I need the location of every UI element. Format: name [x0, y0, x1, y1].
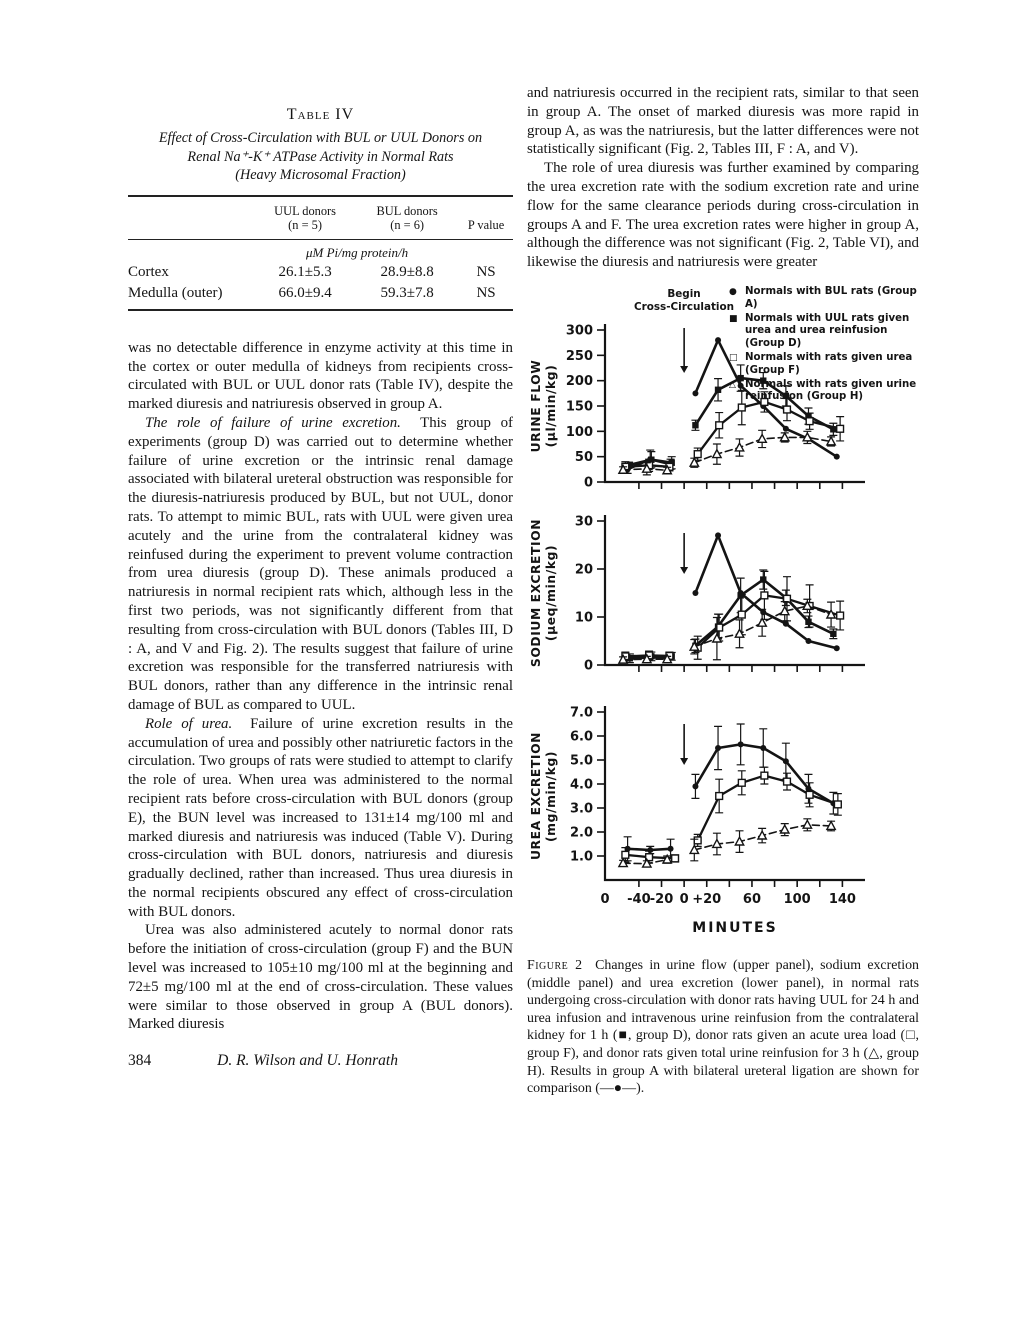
- group-h-data-point: [735, 629, 743, 637]
- group-h-data-point: [758, 435, 766, 443]
- group-d-data-point: [830, 631, 836, 637]
- y-tick-label: 200: [565, 374, 593, 390]
- y-tick-label: 150: [565, 399, 593, 415]
- open-triangle-icon: △: [729, 379, 736, 390]
- filled-circle-icon: ●: [729, 286, 737, 297]
- group-f-data-point: [784, 406, 791, 413]
- group-a-data-point: [738, 741, 744, 747]
- group-f-data-point: [622, 851, 629, 858]
- group-d-data-point: [760, 576, 766, 582]
- group-a-data-point: [715, 532, 721, 538]
- y-axis-label: URINE FLOW (μl/min/kg): [529, 359, 558, 453]
- arrowhead: [680, 758, 688, 765]
- section-lead: The role of failure of urine excretion.: [145, 414, 401, 431]
- x-tick-label: 100: [783, 891, 811, 907]
- group-f-data-point: [806, 791, 813, 798]
- y-tick-label: 1.0: [569, 849, 593, 865]
- y-tick-label: 5.0: [569, 753, 593, 769]
- table-title: Table IV: [286, 106, 355, 123]
- group-a-data-point: [783, 621, 789, 627]
- group-a-data-point: [692, 390, 698, 396]
- table-header-row: [128, 196, 513, 240]
- figure-legend: [729, 286, 919, 405]
- x-tick-label: 0: [679, 891, 689, 907]
- group-a-data-point: [805, 638, 811, 644]
- group-f-data-point: [716, 422, 723, 429]
- paragraph: The role of failure of urine excretion. This group of experiments (group D) was carried out to determine whether failure of urine excretion or the intrinsic renal damage associated with bilateral ureteral obstruction was responsible for the diuresis-natriuresis produced by BUL, but not UUL, donor rats. To attempt to mimic BUL, rats with UUL were given urea acutely and the urine from the contralateral kidney was reinfused during the experiment to prevent volume contraction from urea diuresis (group D). These animals produced a natriuresis in normal recipient rats which, although less in the first two periods, was not significantly different from that resulting from cross-circulation with BUL donors (Tables III, D : A, and V and Fig. 2). The results suggest that failure of urine excretion was responsible for the transferred natriuresis with BUL donors, rather than any difference in the intrinsic renal damage of BUL as compared to UUL.: [128, 414, 513, 713]
- group-a-data-point: [692, 783, 698, 789]
- x-tick-label: 0: [600, 891, 610, 907]
- paragraph: Urea was also administered acutely to normal donor rats before the initiation of cross-circulation (group F) and the BUN level was increased to 105±10 mg/100 ml at the beginning and 72±5 mg/100 ml at the end of cross-circulation. These values were similar to those observed in group A (BUL donors). Marked diuresis: [128, 922, 513, 1033]
- page-number: 384: [128, 1052, 152, 1070]
- urea-excretion-chart: [527, 698, 919, 938]
- arrowhead: [680, 567, 688, 574]
- figure-2: [527, 286, 919, 1098]
- y-axis-label: UREA EXCRETION (mg/min/kg): [529, 731, 558, 861]
- paragraph: and natriuresis occurred in the recipient rats, similar to that seen in group A. The onset of marked diuresis was more rapid in group A, as was the natriuresis, but the latter differences were not statistically significant (Fig. 2, Tables III, F : A, and V).: [527, 85, 919, 158]
- y-tick-label: 100: [565, 424, 593, 440]
- table-subtitle-line2: Renal Na⁺-K⁺ ATPase Activity in Normal Rats: [187, 148, 454, 165]
- y-tick-label: 50: [574, 450, 593, 466]
- unit-row: [128, 239, 513, 262]
- group-a-data-point: [783, 426, 789, 432]
- legend-item-group-a: ● Normals with BUL rats (Group A): [729, 285, 917, 310]
- col-header-pvalue: P value: [459, 196, 513, 240]
- sodium-excretion-chart: [527, 513, 919, 681]
- table-row: Cortex 26.1±5.3 28.9±8.8 NS: [128, 263, 496, 280]
- y-tick-label: 2.0: [569, 825, 593, 841]
- y-axis-label: SODIUM EXCRETION (μeq/min/kg): [529, 518, 558, 668]
- group-a-data-point: [668, 846, 674, 852]
- y-tick-label: 300: [565, 323, 593, 339]
- group-a-data-point: [715, 745, 721, 751]
- x-axis-title: MINUTES: [692, 919, 778, 936]
- x-tick-label: +20: [692, 891, 722, 907]
- table-subtitle-line3: (Heavy Microsomal Fraction): [235, 167, 406, 184]
- page-footer: [128, 1052, 513, 1070]
- y-tick-label: 250: [565, 348, 593, 364]
- group-h-data-point: [803, 820, 811, 828]
- group-f-data-point: [837, 425, 844, 432]
- group-a-data-point: [715, 337, 721, 343]
- group-f-data-point: [784, 778, 791, 785]
- y-tick-label: 7.0: [569, 705, 593, 721]
- group-f-data-point: [694, 837, 701, 844]
- x-tick-label: -40: [627, 891, 651, 907]
- group-f-data-point: [761, 772, 768, 779]
- legend-item-group-f: □ Normals with rats given urea (Group F): [729, 351, 913, 376]
- group-a-data-point: [760, 745, 766, 751]
- sodium-excretion-panel: [527, 513, 919, 686]
- legend-item-group-h: △ Normals with rats given urine reinfusion (Group H): [729, 378, 917, 403]
- group-f-data-point: [738, 611, 745, 618]
- group-a-data-point: [783, 758, 789, 764]
- col-header-uul: UUL donors (n = 5): [255, 196, 355, 240]
- legend-item-group-d: ■ Normals with UUL rats given urea and urea reinfusion (Group D): [729, 312, 910, 350]
- begin-cross-circulation-label: Begin Cross-Circulation: [633, 287, 735, 313]
- filled-square-icon: ■: [729, 313, 738, 324]
- figure-caption: Figure 2 Changes in urine flow (upper panel), sodium excretion (middle panel) and urea excretion (lower panel), in normal rats undergoing cross-circulation with donor rats having UUL for 24 h and urea infusion and intravenous urine reinfusion from the contralateral kidney for 1 h (■, group D), donor rats given an acute urea load (□, group F), and donor rats given total urine reinfusion for 3 h (△, group H). Results in group A with bilateral ureteral ligation are shown for comparison (—●—).: [527, 957, 920, 1097]
- group-f-data-point: [694, 451, 701, 458]
- unit-label: μM Pi/mg protein/h: [306, 244, 409, 260]
- group-d-data-point: [737, 592, 743, 598]
- group-d-data-point: [715, 387, 721, 393]
- right-column: [527, 84, 919, 1098]
- group-d-data-point: [692, 422, 698, 428]
- y-tick-label: 10: [574, 610, 593, 626]
- section-lead: Role of urea.: [145, 715, 233, 732]
- group-f-data-point: [738, 779, 745, 786]
- axes: [605, 515, 865, 665]
- y-tick-label: 0: [583, 658, 593, 674]
- col-header-bul: BUL donors (n = 6): [355, 196, 459, 240]
- group-f-data-point: [716, 793, 723, 800]
- table-iv: [128, 106, 513, 311]
- group-f-data-point: [837, 612, 844, 619]
- group-a-data-point: [692, 590, 698, 596]
- urea-excretion-panel: [527, 698, 919, 943]
- group-f-data-point: [834, 801, 841, 808]
- group-a-data-point: [647, 847, 653, 853]
- table-subtitle-line1: Effect of Cross-Circulation with BUL or UUL Donors on: [158, 130, 483, 146]
- table-row: Medulla (outer) 66.0±9.4 59.3±7.8 NS: [128, 284, 496, 301]
- open-square-icon: □: [729, 352, 738, 363]
- table-iv-grid: [128, 195, 513, 311]
- x-tick-label: 60: [742, 891, 762, 907]
- group-f-data-point: [672, 855, 679, 862]
- group-d-data-point: [805, 619, 811, 625]
- group-f-data-point: [761, 592, 768, 599]
- axes: [605, 706, 865, 880]
- arrowhead: [680, 366, 688, 373]
- x-tick-label: -20: [649, 891, 674, 907]
- y-tick-label: 6.0: [569, 729, 593, 745]
- running-authors: D. R. Wilson and U. Honrath: [217, 1052, 398, 1070]
- group-h-data-point: [781, 825, 789, 833]
- x-tick-label: 140: [828, 891, 856, 907]
- paragraph: The role of urea diuresis was further examined by comparing the urea excretion rate with the sodium excretion rate and urine flow for the same clearance periods during cross-circulation in groups A and F. The urea excretion rates were higher in group A, although the difference was not significant (Fig. 2, Table VI), and likewise the diuresis and natriuresis were greater: [527, 160, 919, 271]
- paragraph: was no detectable difference in enzyme activity at this time in the cortex or outer medulla of kidneys from recipients cross-circulated with BUL or UUL donor rats (Table IV), despite the marked diuresis and natriuresis observed in group A.: [128, 339, 513, 413]
- figure-caption-label: Figure 2: [527, 957, 583, 973]
- y-tick-label: 30: [574, 514, 593, 530]
- group-a-data-point: [834, 645, 840, 651]
- y-tick-label: 20: [574, 562, 593, 578]
- left-column: [128, 84, 513, 1098]
- y-tick-label: 0: [583, 475, 593, 491]
- y-tick-label: 3.0: [569, 801, 593, 817]
- group-f-data-point: [806, 418, 813, 425]
- paragraph: Role of urea. Failure of urine excretion results in the accumulation of urea and possibly other natriuretic factors in the circulation. Two groups of rats were studied to attempt to clarify the role of urea. When urea was administered to the normal recipient rats before cross-circulation with BUL donors (group E), the BUN level was increased to 131±14 mg/100 ml and marked diuresis and natriuresis was induced (Table V). During cross-circulation with BUL donors, natriuresis and diuresis gradually declined, rather than increased. Thus urea diuresis in the normal recipients obscured any effect of cross-circulation with BUL donors.: [128, 715, 514, 920]
- y-tick-label: 4.0: [569, 777, 593, 793]
- group-a-data-point: [760, 609, 766, 615]
- group-a-data-point: [834, 454, 840, 460]
